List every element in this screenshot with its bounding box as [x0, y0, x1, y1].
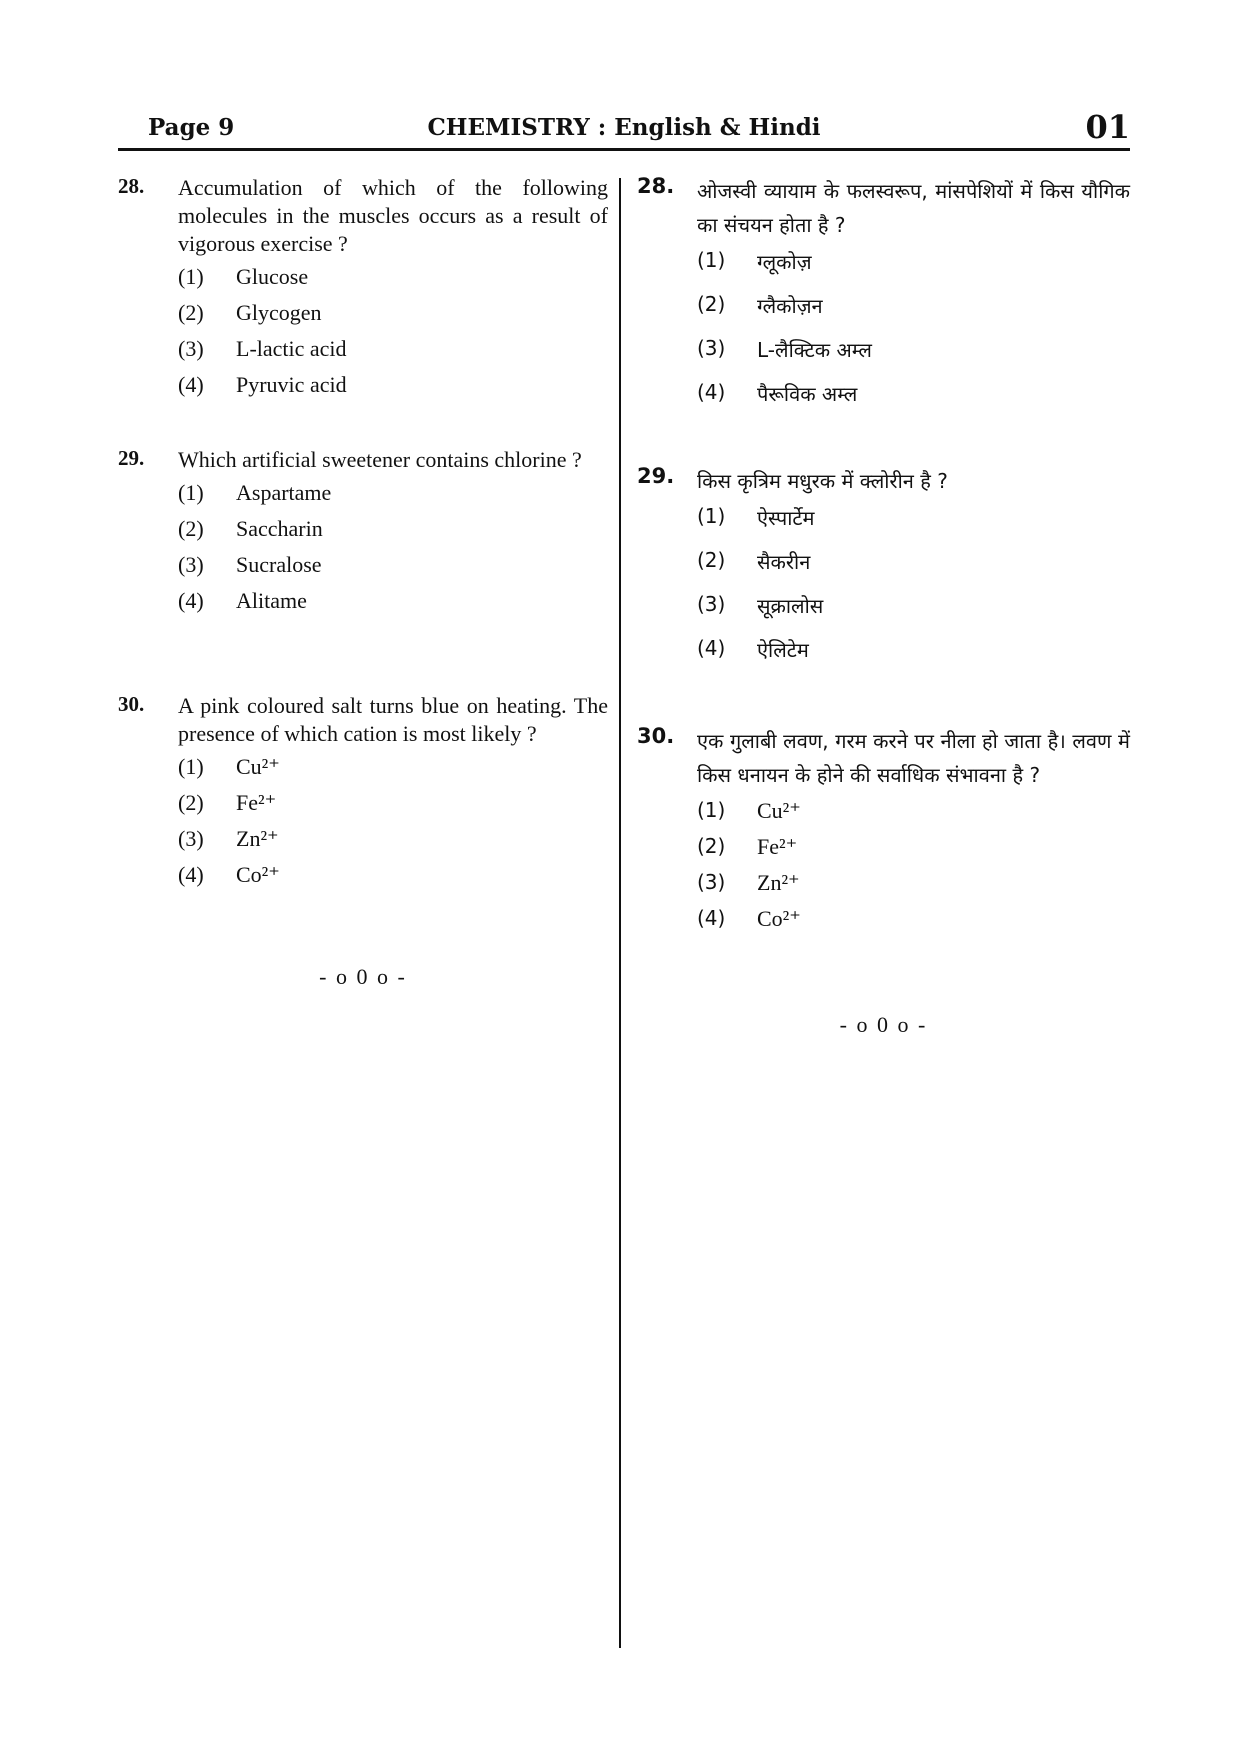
page-title: CHEMISTRY : English & Hindi	[427, 114, 821, 141]
option-label: (2)	[697, 292, 726, 316]
question-number: 28.	[637, 174, 675, 198]
options-list	[178, 474, 608, 618]
question-number: 28.	[118, 174, 145, 198]
option-label: (2)	[697, 548, 726, 572]
option-text: Co²⁺	[236, 862, 280, 887]
option-label: (3)	[697, 336, 726, 360]
option	[697, 864, 1130, 900]
option	[697, 498, 1130, 542]
option-label: (3)	[178, 552, 204, 577]
option-label: (1)	[178, 754, 204, 779]
page-header	[118, 108, 1130, 151]
option-text: ऐस्पार्टेम	[757, 506, 815, 530]
option	[697, 286, 1130, 330]
question-text: Accumulation of which of the following molecules in the muscles occurs as a result of vigorous exercise ?	[178, 175, 608, 256]
paper-code: 01	[1085, 108, 1130, 146]
question-29-en	[118, 446, 608, 618]
option	[178, 258, 608, 294]
options-list	[178, 748, 608, 892]
question-text: ओजस्वी व्यायाम के फलस्वरूप, मांसपेशियों में किस यौगिक का संचयन होता है ?	[697, 179, 1130, 237]
option-label: (2)	[178, 300, 204, 325]
question-30-en	[118, 692, 608, 892]
question-28-en	[118, 174, 608, 402]
option-text: Glycogen	[236, 300, 322, 325]
option-text: L-लैक्टिक अम्ल	[757, 338, 872, 362]
option-text: Co²⁺	[757, 906, 801, 931]
option-label: (4)	[178, 862, 204, 887]
option-label: (4)	[697, 380, 726, 404]
option	[178, 582, 608, 618]
option	[178, 510, 608, 546]
option-text: Fe²⁺	[757, 834, 798, 859]
question-29-hi	[637, 464, 1130, 674]
question-number: 29.	[118, 446, 145, 470]
option-label: (4)	[697, 906, 726, 930]
option	[697, 586, 1130, 630]
option	[697, 542, 1130, 586]
option	[178, 294, 608, 330]
end-mark: - o 0 o -	[839, 1012, 928, 1037]
option-text: सैकरीन	[757, 550, 811, 574]
option-text: L-lactic acid	[236, 336, 347, 361]
options-list	[697, 792, 1130, 936]
option	[178, 784, 608, 820]
option	[178, 366, 608, 402]
question-number: 30.	[118, 692, 145, 716]
option-text: पैरूविक अम्ल	[757, 382, 858, 406]
option-label: (3)	[178, 826, 204, 851]
options-list	[178, 258, 608, 402]
option-label: (2)	[178, 516, 204, 541]
option-text: Pyruvic acid	[236, 372, 347, 397]
question-28-hi	[637, 174, 1130, 418]
option-text: ग्लूकोज़	[757, 250, 812, 274]
option-text: Glucose	[236, 264, 309, 289]
option	[178, 856, 608, 892]
question-text: A pink coloured salt turns blue on heating. The presence of which cation is most likely ?	[178, 693, 608, 746]
option-label: (4)	[697, 636, 726, 660]
option-text: ग्लैकोज़न	[757, 294, 823, 318]
option	[697, 792, 1130, 828]
option-text: ऐलिटेम	[757, 638, 809, 662]
option-label: (1)	[697, 798, 726, 822]
option-label: (1)	[178, 480, 204, 505]
page-number: Page 9	[148, 114, 235, 141]
option	[697, 900, 1130, 936]
option-text: Saccharin	[236, 516, 323, 541]
options-list	[697, 498, 1130, 674]
question-30-hi	[637, 724, 1130, 936]
option-label: (1)	[178, 264, 204, 289]
option	[178, 748, 608, 784]
option	[697, 374, 1130, 418]
option-text: Aspartame	[236, 480, 332, 505]
option	[697, 630, 1130, 674]
options-list	[697, 242, 1130, 418]
option-text: Sucralose	[236, 552, 322, 577]
option-label: (4)	[178, 372, 204, 397]
option-label: (1)	[697, 504, 726, 528]
option-label: (2)	[178, 790, 204, 815]
option	[697, 242, 1130, 286]
option-text: Alitame	[236, 588, 307, 613]
option-label: (3)	[178, 336, 204, 361]
option-label: (3)	[697, 592, 726, 616]
option-text: सूक्रालोस	[757, 594, 824, 618]
question-text: किस कृत्रिम मधुरक में क्लोरीन है ?	[697, 469, 948, 493]
option-label: (2)	[697, 834, 726, 858]
end-mark: - o 0 o -	[319, 964, 407, 989]
option	[178, 330, 608, 366]
option	[178, 474, 608, 510]
question-number: 30.	[637, 724, 675, 748]
option	[697, 828, 1130, 864]
option-label: (1)	[697, 248, 726, 272]
option	[178, 820, 608, 856]
column-divider	[619, 178, 621, 1648]
option-text: Zn²⁺	[236, 826, 279, 851]
option-label: (4)	[178, 588, 204, 613]
question-number: 29.	[637, 464, 675, 488]
option-text: Cu²⁺	[236, 754, 280, 779]
option	[178, 546, 608, 582]
option-text: Cu²⁺	[757, 798, 801, 823]
question-text: Which artificial sweetener contains chlorine ?	[178, 447, 582, 472]
option	[697, 330, 1130, 374]
question-text: एक गुलाबी लवण, गरम करने पर नीला हो जाता है। लवण में किस धनायन के होने की सर्वाधिक संभावना है ?	[697, 729, 1130, 787]
option-text: Zn²⁺	[757, 870, 800, 895]
option-label: (3)	[697, 870, 726, 894]
option-text: Fe²⁺	[236, 790, 277, 815]
